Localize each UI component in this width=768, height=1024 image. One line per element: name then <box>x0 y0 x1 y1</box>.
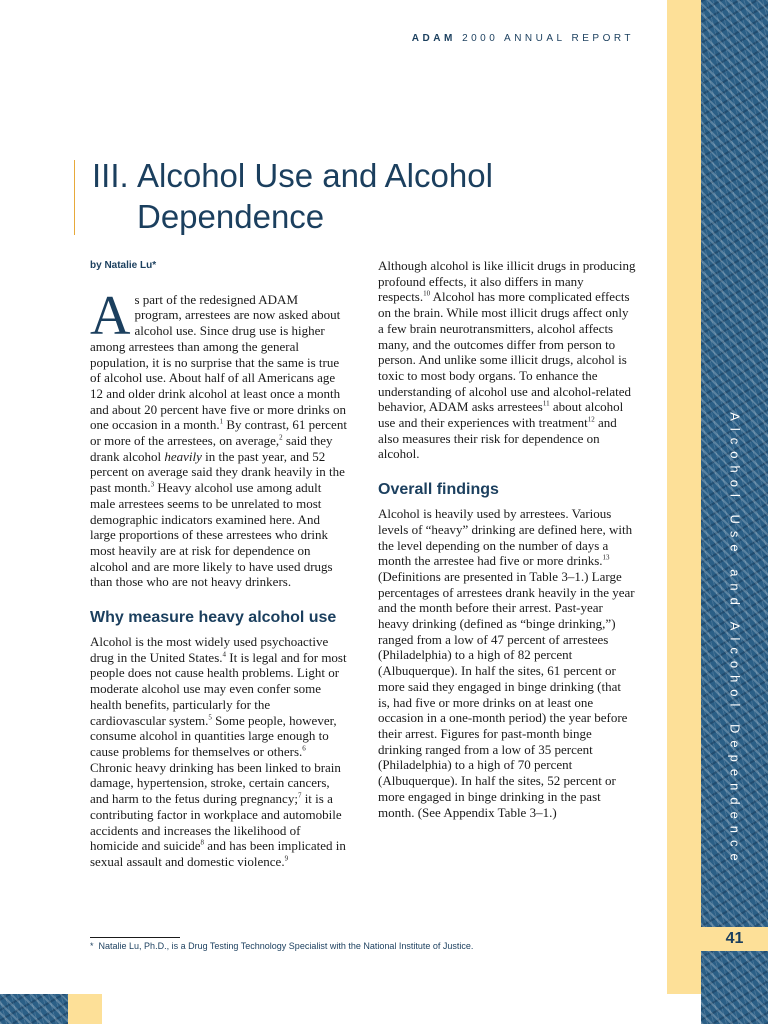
footnote-ref: 1 <box>219 418 224 426</box>
corner-pattern <box>0 994 68 1024</box>
left-column <box>90 258 348 870</box>
intro-text: By contrast, 61 percent or more of the arrestees, on average, <box>90 417 347 449</box>
side-running-title: Alcohol Use and Alcohol Dependence <box>727 412 743 868</box>
footnote-ref: 6 <box>302 744 306 753</box>
why-measure-paragraph <box>90 634 348 870</box>
body-text: Some people, however, consume alcohol in quantities large enough to cause problems for themselves or others. <box>90 712 337 759</box>
right-column <box>378 258 636 820</box>
body-text: Although alcohol is like illicit drugs in producing profound effects, it also differs in many respects. <box>378 258 636 305</box>
author-footnote <box>90 941 650 951</box>
body-text: Alcohol has more complicated effects on the brain. While most illicit drugs affect only a few brain neurotransmitters, alcohol affects many, and the outcomes differ from person to person. And unlike some illicit drugs, alcohol is toxic to most body organs. To enhance the understanding of alcohol use and alcohol-related behavior, ADAM asks arrestees <box>378 289 632 415</box>
intro-text: said they drank alcohol <box>90 433 333 464</box>
drop-cap: A <box>90 284 131 347</box>
byline: by Natalie Lu* <box>90 260 157 271</box>
chapter-title-line2: Dependence <box>137 198 325 235</box>
intro-text: s part of the redesigned ADAM program, arrestees are now asked about alcohol use. Since drug use is higher among arrestees than among the general population, it is no surprise that the same is true of alcohol use. About half of all Americans age 12 and older drink alcohol at least once a month and about 20 percent have five or more drinks on one occasion in a month. <box>90 291 346 433</box>
body-text: Alcohol is the most widely used psychoactive drug in the United States. <box>90 634 329 665</box>
footnote-rule <box>90 937 180 938</box>
footnote-text: Natalie Lu, Ph.D., is a Drug Testing Technology Specialist with the National Institute of Justice. <box>98 941 474 951</box>
footnote-ref: 12 <box>587 415 595 424</box>
body-text: Alcohol is heavily used by arrestees. Various levels of “heavy” drinking are defined here, with the level depending on the number of days a month the arrestee had five or more drinks. <box>378 506 633 569</box>
running-header <box>300 33 634 44</box>
footnote-ref: 8 <box>200 838 204 847</box>
chapter-title-line1: Alcohol Use and Alcohol <box>137 157 493 194</box>
body-text: it is a contributing factor in workplace and automobile accidents and increases the likelihood of homicide and suicide <box>90 791 342 854</box>
body-text: Chronic heavy drinking has been linked to brain damage, hypertension, stroke, certain cancers, and harm to the fetus during pregnancy; <box>90 759 341 807</box>
body-text: about alcohol use and their experiences with treatment <box>378 399 624 431</box>
header-brand: ADAM <box>411 33 456 44</box>
footnote-ref: 13 <box>602 553 610 562</box>
body-text: and also measures their risk for dependence on alcohol. <box>378 415 617 462</box>
footnote-ref: 2 <box>279 433 283 442</box>
body-text: It is legal and for most people does not cause health problems. Light or moderate alcohol use may even confer some health benefits, particularly for the cardiovascular system. <box>90 649 347 728</box>
corner-yellow-block <box>68 994 102 1024</box>
intro-text: Heavy alcohol use among adult male arrestees seems to be unrelated to most demographic indicators examined here. And large proportions of these arrestees who drink most heavily are at risk for dependence on alcohol and are more likely to have used drugs than those who are not heavy drinkers. <box>90 480 333 590</box>
comparison-paragraph <box>378 258 636 462</box>
footnote-ref: 7 <box>297 791 302 800</box>
header-report: 2000 ANNUAL REPORT <box>462 33 634 44</box>
footnote-ref: 4 <box>222 650 227 659</box>
page-number: 41 <box>725 930 744 947</box>
findings-paragraph <box>378 506 636 820</box>
emphasis-heavily: heavily <box>164 448 202 464</box>
footnote-marker: * <box>90 941 94 951</box>
chapter-title <box>92 155 612 237</box>
footnote-ref: 9 <box>284 854 289 863</box>
body-text: (Definitions are presented in Table 3–1.) Large percentages of arrestees drank heavily in the year and the month before their arrest. Past-year heavy drinking (defined as “binge drinking,”) ranged from a low of 47 percent of arrestees (Philadelphia) to a high of 82 percent (Albuquerque). In half the sites, 61 percent or more said they engaged in binge drinking (that is, had five or more drinks on at least one occasion in a one-month period) the year before their arrest. Figures for past-month binge drinking ranged from a low of 35 percent (Philadelphia) to a high of 70 percent (Albuquerque). In half the sites, 52 percent or more engaged in binge drinking in the past month. (See Appendix Table 3–1.) <box>378 568 635 820</box>
chapter-number: III. <box>92 157 129 194</box>
section-heading-overall-findings: Overall findings <box>378 481 499 499</box>
intro-text: in the past year, and 52 percent on average said they drank heavily in the past month. <box>90 448 345 496</box>
footnote-ref: 5 <box>208 713 212 722</box>
intro-paragraph <box>90 284 348 590</box>
footnote-ref: 11 <box>542 400 550 408</box>
title-rule <box>74 160 75 235</box>
body-text: and has been implicated in sexual assault and domestic violence. <box>90 838 346 869</box>
section-heading-why-measure: Why measure heavy alcohol use <box>90 609 337 627</box>
footnote-ref: 3 <box>150 480 155 489</box>
footnote-ref: 10 <box>423 290 431 299</box>
yellow-margin-strip <box>667 0 701 994</box>
